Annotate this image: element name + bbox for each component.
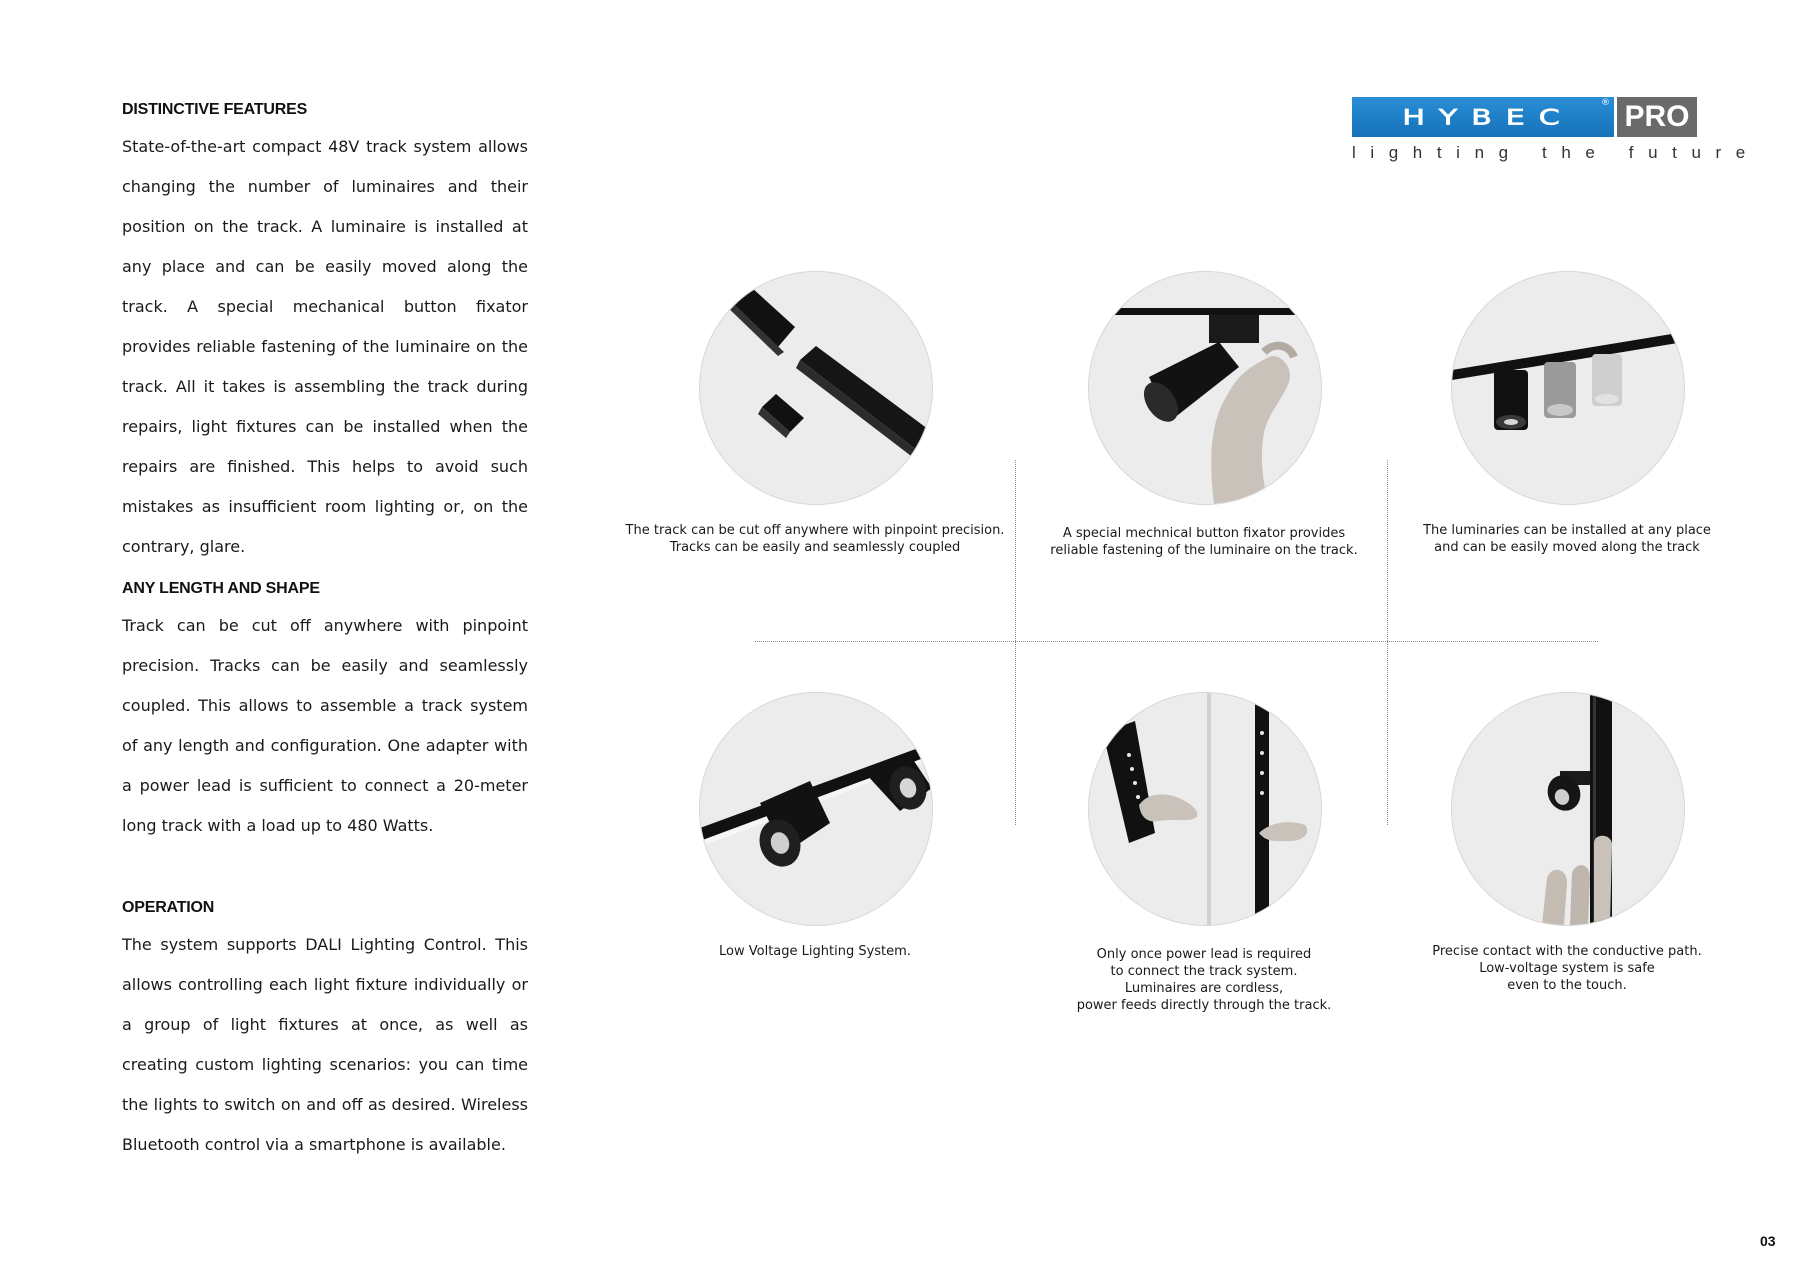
movable-luminaire-image bbox=[1451, 271, 1685, 505]
page-number: 03 bbox=[1760, 1233, 1776, 1249]
low-voltage-image bbox=[699, 692, 933, 926]
logo-pro-text: PRO bbox=[1617, 97, 1697, 137]
caption-power-lead bbox=[1014, 946, 1394, 1014]
caption-line: even to the touch. bbox=[1507, 978, 1627, 993]
hybec-pro-logo bbox=[1352, 97, 1760, 163]
logo-brand-box bbox=[1352, 97, 1614, 137]
section-title: OPERATION bbox=[122, 899, 215, 916]
caption-button-fixator bbox=[1014, 525, 1394, 559]
section-operation bbox=[122, 899, 528, 1165]
caption-line: The luminaries can be installed at any place bbox=[1423, 523, 1711, 538]
caption-line: Luminaires are cordless, bbox=[1124, 981, 1284, 996]
divider-horizontal bbox=[755, 641, 1598, 642]
caption-line: and can be easily moved along the track bbox=[1434, 540, 1700, 555]
caption-line: to connect the track system. bbox=[1110, 964, 1298, 979]
caption-line: Precise contact with the conductive path. bbox=[1432, 944, 1702, 959]
button-fixator-image bbox=[1088, 271, 1322, 505]
logo-brand-text: HYBEC bbox=[1402, 104, 1574, 130]
caption-line: A special mechnical button fixator provides bbox=[1062, 526, 1346, 541]
section-title: DISTINCTIVE FEATURES bbox=[122, 101, 308, 118]
caption-low-voltage bbox=[625, 943, 1005, 960]
logo-tagline: lighting the future bbox=[1352, 143, 1760, 162]
registered-mark: ® bbox=[1601, 98, 1610, 108]
caption-line: The track can be cut off anywhere with pinpoint precision. bbox=[625, 523, 1005, 538]
caption-line: Low-voltage system is safe bbox=[1479, 961, 1655, 976]
section-distinctive-features bbox=[122, 101, 528, 567]
caption-line: Only once power lead is required bbox=[1096, 947, 1312, 962]
caption-movable-luminaire bbox=[1377, 522, 1757, 556]
section-title: ANY LENGTH AND SHAPE bbox=[122, 580, 320, 597]
section-body: The system supports DALI Lighting Control. This allows controlling each light fixture individually or a group of light fixtures at once, as well as creating custom lighting scenarios: you can time the lights to switch on and off as desired. Wireless Bluetooth control via a smartphone is available. bbox=[122, 935, 528, 1154]
caption-conductive-path bbox=[1377, 943, 1757, 994]
caption-line: Low Voltage Lighting System. bbox=[719, 944, 911, 959]
logo-bar bbox=[1352, 97, 1697, 137]
section-body: State-of-the-art compact 48V track system allows changing the number of luminaires and their position on the track. A luminaire is installed at any place and can be easily moved along the track. A special mechanical button fixator provides reliable fastening of the luminaire on the track. All it takes is assembling the track during repairs, light fixtures can be installed when the repairs are finished. This helps to avoid such mistakes as insufficient room lighting or, on the contrary, glare. bbox=[122, 137, 528, 556]
section-body: Track can be cut off anywhere with pinpoint precision. Tracks can be easily and seamlessly coupled. This allows to assemble a track system of any length and configuration. One adapter with a power lead is sufficient to connect a 20-meter long track with a load up to 480 Watts. bbox=[122, 616, 528, 835]
power-lead-image bbox=[1088, 692, 1322, 926]
conductive-path-image bbox=[1451, 692, 1685, 926]
caption-track-cut bbox=[625, 522, 1005, 556]
caption-line: power feeds directly through the track. bbox=[1076, 998, 1332, 1013]
divider-vertical-2 bbox=[1387, 460, 1388, 825]
divider-vertical-1 bbox=[1015, 460, 1016, 825]
section-any-length-and-shape bbox=[122, 580, 528, 846]
caption-line: reliable fastening of the luminaire on the track. bbox=[1050, 543, 1358, 558]
track-cut-image bbox=[699, 271, 933, 505]
caption-line: Tracks can be easily and seamlessly coupled bbox=[669, 540, 961, 555]
